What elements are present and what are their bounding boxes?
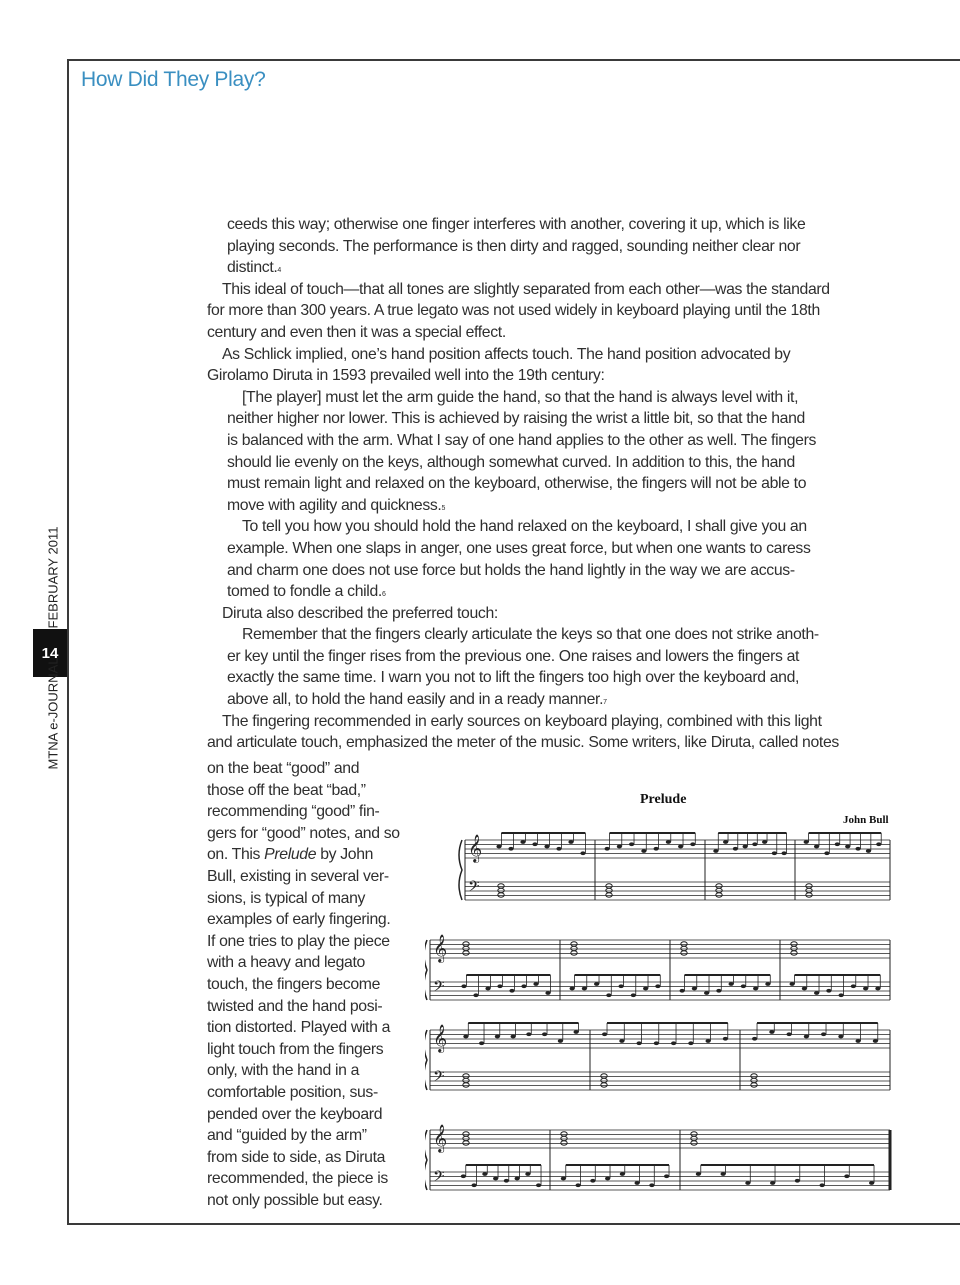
note-head — [515, 1177, 520, 1181]
whole-note — [716, 884, 722, 888]
note-head — [472, 1183, 477, 1187]
column-line: If one tries to play the piece — [207, 932, 390, 950]
note-head — [692, 987, 697, 991]
whole-note — [716, 893, 722, 897]
note-head — [856, 1039, 861, 1043]
note-head — [511, 1035, 516, 1039]
note-head — [804, 840, 809, 844]
column-line: tion distorted. Played with a — [207, 1019, 391, 1037]
note-head — [635, 1181, 640, 1185]
note-head — [820, 1183, 825, 1187]
whole-note — [463, 1083, 469, 1087]
body-line: Girolamo Diruta in 1593 prevailed well into the 19th century: — [207, 367, 605, 385]
note-head — [666, 840, 671, 844]
note-head — [520, 840, 525, 844]
note-head — [509, 989, 514, 993]
note-head — [580, 851, 585, 855]
note-head — [590, 1179, 595, 1183]
column-line: on. This Prelude by John — [207, 846, 374, 864]
column-line: Bull, existing in several ver- — [207, 867, 389, 885]
whole-note — [463, 1074, 469, 1078]
note-head — [496, 845, 501, 849]
note-head — [558, 1039, 563, 1043]
note-head — [526, 1032, 531, 1036]
note-head — [605, 1177, 610, 1181]
whole-note — [561, 1132, 567, 1136]
note-head — [765, 982, 770, 986]
whole-note — [806, 893, 812, 897]
whole-note — [806, 888, 812, 892]
whole-note — [463, 1141, 469, 1145]
bass-clef-icon: 𝄢 — [433, 978, 445, 999]
bass-clef-icon: 𝄢 — [433, 1168, 445, 1189]
body-line: [The player] must let the arm guide the hand, so that the hand is always level with it, — [242, 388, 799, 406]
bass-clef-icon: 𝄢 — [433, 1068, 445, 1089]
page-number: 14 — [33, 629, 67, 677]
note-head — [824, 851, 829, 855]
column-line: on the beat “good” and — [207, 760, 360, 777]
whole-note — [498, 893, 504, 897]
whole-note — [601, 1074, 607, 1078]
note-head — [545, 991, 550, 995]
whole-note — [463, 946, 469, 950]
whole-note — [601, 1078, 607, 1082]
column-line: with a heavy and legato — [207, 954, 365, 972]
note-head — [602, 1032, 607, 1036]
treble-clef-icon: 𝄞 — [433, 1024, 448, 1052]
note-head — [473, 993, 478, 997]
footnote-ref: 5 — [441, 504, 446, 512]
note-head — [493, 1177, 498, 1181]
note-head — [544, 845, 549, 849]
note-head — [770, 1181, 775, 1185]
note-head — [752, 1037, 757, 1041]
body-line: move with agility and quickness.$^5$ — [227, 496, 446, 514]
note-head — [680, 989, 685, 993]
note-head — [482, 1172, 487, 1176]
note-head — [671, 1041, 676, 1045]
note-head — [839, 993, 844, 997]
column-line: from side to side, as Diruta — [207, 1148, 386, 1166]
frame-left-rule — [67, 59, 69, 1225]
note-head — [617, 845, 622, 849]
note-head — [838, 1035, 843, 1039]
whole-note — [716, 888, 722, 892]
article-column — [207, 758, 417, 1211]
brace-icon — [425, 1130, 427, 1190]
note-head — [606, 993, 611, 997]
note-head — [876, 842, 881, 846]
body-line: distinct.$^4$ — [227, 259, 281, 277]
whole-note — [463, 951, 469, 955]
whole-note — [571, 942, 577, 946]
note-head — [631, 993, 636, 997]
column-line: sions, is typical of many — [207, 889, 366, 907]
body-line: The fingering recommended in early sources on keyboard playing, combined with this light — [222, 712, 822, 730]
note-head — [594, 982, 599, 986]
whole-note — [806, 884, 812, 888]
whole-note — [601, 1083, 607, 1087]
article-body — [207, 214, 891, 754]
sidebar-masthead — [33, 520, 67, 780]
body-line: must remain light and relaxed on the keyboard, otherwise, the fingers will not be able to — [227, 475, 807, 493]
note-head — [863, 987, 868, 991]
note-head — [643, 987, 648, 991]
note-head — [532, 842, 537, 846]
whole-note — [561, 1136, 567, 1140]
note-head — [713, 849, 718, 853]
note-head — [723, 840, 728, 844]
note-head — [741, 984, 746, 988]
note-head — [574, 1030, 579, 1034]
note-head — [461, 1174, 466, 1178]
note-head — [568, 840, 573, 844]
frame-top-rule — [67, 59, 960, 61]
note-head — [814, 991, 819, 995]
note-head — [802, 987, 807, 991]
whole-note — [606, 893, 612, 897]
body-line: should lie evenly on the keys, although somewhat curved. In addition to this, the hand — [227, 453, 795, 471]
body-line: This ideal of touch—that all tones are slightly separated from each other—was the standard — [222, 280, 830, 298]
body-line: for more than 300 years. A true legato was not used widely in keyboard playing until the 18th — [207, 302, 820, 320]
note-head — [875, 987, 880, 991]
whole-note — [571, 951, 577, 955]
column-line: gers for “good” notes, and so — [207, 824, 400, 842]
column-line: touch, the fingers become — [207, 975, 381, 993]
frame-bottom-rule — [67, 1223, 960, 1225]
whole-note — [691, 1136, 697, 1140]
treble-clef-icon: 𝄞 — [468, 834, 483, 862]
note-head — [835, 842, 840, 846]
body-line: tomed to fondle a child.$^6$ — [227, 583, 386, 601]
note-head — [479, 1041, 484, 1045]
journal-name: MTNA e-JOURNAL — [45, 657, 61, 770]
note-head — [855, 847, 860, 851]
whole-note — [571, 946, 577, 950]
body-line: As Schlick implied, one’s hand position affects touch. The hand position advocated by — [222, 345, 791, 363]
note-head — [716, 989, 721, 993]
whole-note — [463, 1132, 469, 1136]
note-head — [723, 1037, 728, 1041]
body-line: century and even then it was a special effect. — [207, 323, 506, 341]
brace-icon — [425, 1030, 427, 1090]
note-head — [508, 847, 513, 851]
note-head — [521, 984, 526, 988]
note-head — [678, 845, 683, 849]
note-head — [769, 1030, 774, 1034]
note-head — [845, 845, 850, 849]
body-line: Diruta also described the preferred touch: — [222, 604, 498, 622]
note-head — [762, 840, 767, 844]
whole-note — [751, 1074, 757, 1078]
note-head — [619, 984, 624, 988]
note-head — [743, 845, 748, 849]
whole-note — [498, 888, 504, 892]
whole-note — [751, 1078, 757, 1082]
note-head — [542, 1032, 547, 1036]
note-head — [605, 847, 610, 851]
note-head — [729, 982, 734, 986]
note-head — [561, 1177, 566, 1181]
body-line: example. When one slaps in anger, one uses great force, but when one wants to caress — [227, 539, 811, 557]
note-head — [851, 984, 856, 988]
note-head — [664, 1174, 669, 1178]
note-head — [873, 1039, 878, 1043]
whole-note — [681, 951, 687, 955]
whole-note — [791, 946, 797, 950]
column-line: and “guided by the arm” — [207, 1127, 367, 1145]
note-head — [504, 1179, 509, 1183]
column-line: comfortable position, sus- — [207, 1083, 378, 1101]
whole-note — [751, 1083, 757, 1087]
note-head — [795, 1179, 800, 1183]
note-head — [721, 1172, 726, 1176]
whole-note — [498, 884, 504, 888]
column-line: not only possible but easy. — [207, 1191, 383, 1209]
note-head — [844, 1174, 849, 1178]
column-line: light touch from the fingers — [207, 1040, 384, 1058]
whole-note — [561, 1141, 567, 1145]
note-head — [655, 984, 660, 988]
note-head — [497, 984, 502, 988]
note-head — [869, 1181, 874, 1185]
note-head — [570, 987, 575, 991]
note-head — [533, 982, 538, 986]
brace-icon — [425, 940, 427, 1000]
note-head — [814, 845, 819, 849]
note-head — [772, 851, 777, 855]
body-line: neither higher nor lower. This is achieved by raising the wrist a little bit, so that the hand — [227, 410, 805, 428]
note-head — [787, 1032, 792, 1036]
footnote-ref: 7 — [603, 699, 607, 707]
treble-clef-icon: 𝄞 — [433, 934, 448, 962]
column-line: pended over the keyboard — [207, 1105, 383, 1123]
note-head — [525, 1172, 530, 1176]
whole-note — [606, 888, 612, 892]
note-head — [790, 982, 795, 986]
note-head — [485, 987, 490, 991]
body-line: er key until the finger rises from the previous one. One raises and lowers the fingers at — [227, 647, 800, 665]
note-head — [696, 1172, 701, 1176]
column-line: recommended, the piece is — [207, 1170, 388, 1188]
body-line: ceeds this way; otherwise one finger interferes with another, covering it up, which is like — [227, 216, 806, 233]
column-line: twisted and the hand posi- — [207, 997, 383, 1015]
note-head — [804, 1035, 809, 1039]
note-head — [826, 989, 831, 993]
whole-note — [691, 1132, 697, 1136]
note-head — [688, 1041, 693, 1045]
body-line: is balanced with the arm. What I say of one hand applies to the other as well. The fingers — [227, 431, 817, 449]
note-head — [536, 1183, 541, 1187]
note-head — [753, 987, 758, 991]
footnote-ref: 6 — [381, 591, 386, 599]
whole-note — [791, 942, 797, 946]
note-head — [461, 984, 466, 988]
body-line: Remember that the fingers clearly articulate the keys so that one does not strike anoth- — [242, 626, 819, 644]
body-line: and articulate touch, emphasized the meter of the music. Some writers, like Diruta, called notes — [207, 734, 839, 752]
note-head — [463, 1035, 468, 1039]
body-line: playing seconds. The performance is then dirty and ragged, sounding neither clear nor — [227, 237, 801, 255]
note-head — [495, 1035, 500, 1039]
footnote-ref: 4 — [277, 267, 281, 275]
score-title: Prelude — [640, 792, 687, 807]
treble-clef-icon: 𝄞 — [433, 1124, 448, 1152]
note-head — [782, 851, 787, 855]
whole-note — [463, 1078, 469, 1082]
note-head — [654, 847, 659, 851]
column-line: examples of early fingering. — [207, 911, 391, 929]
whole-note — [791, 951, 797, 955]
note-head — [745, 1181, 750, 1185]
body-line: To tell you how you should hold the hand relaxed on the keyboard, I shall give you an — [242, 518, 807, 536]
whole-note — [463, 1136, 469, 1140]
note-head — [582, 987, 587, 991]
whole-note — [606, 884, 612, 888]
brace-icon — [459, 840, 462, 900]
body-line: above all, to hold the hand easily and in a ready manner.$^7$ — [227, 691, 607, 709]
note-head — [637, 1041, 642, 1045]
body-line: and charm one does not use force but holds the hand lightly in the way we are accus- — [227, 561, 795, 579]
note-head — [690, 842, 695, 846]
column-line: only, with the hand in a — [207, 1062, 360, 1080]
issue-date: FEBRUARY 2011 — [45, 526, 61, 629]
whole-note — [681, 942, 687, 946]
whole-note — [463, 942, 469, 946]
note-head — [821, 1032, 826, 1036]
note-head — [619, 1039, 624, 1043]
note-head — [649, 1183, 654, 1187]
body-line: exactly the same time. I warn you not to lift the fingers too high over the keyboard and, — [227, 669, 800, 687]
whole-note — [681, 946, 687, 950]
note-head — [752, 842, 757, 846]
column-line: recommending “good” fin- — [207, 803, 380, 821]
score-composer: John Bull — [843, 814, 889, 826]
prelude-score-image — [425, 790, 895, 1215]
column-line: those off the beat “bad,” — [207, 781, 366, 799]
note-head — [733, 847, 738, 851]
note-head — [620, 1172, 625, 1176]
note-head — [629, 842, 634, 846]
section-title: How Did They Play? — [81, 68, 266, 91]
note-head — [641, 849, 646, 853]
bass-clef-icon: 𝄢 — [468, 878, 480, 899]
note-head — [706, 1039, 711, 1043]
whole-note — [691, 1141, 697, 1145]
note-head — [576, 1183, 581, 1187]
note-head — [704, 991, 709, 995]
note-head — [654, 1041, 659, 1045]
note-head — [866, 849, 871, 853]
note-head — [556, 847, 561, 851]
